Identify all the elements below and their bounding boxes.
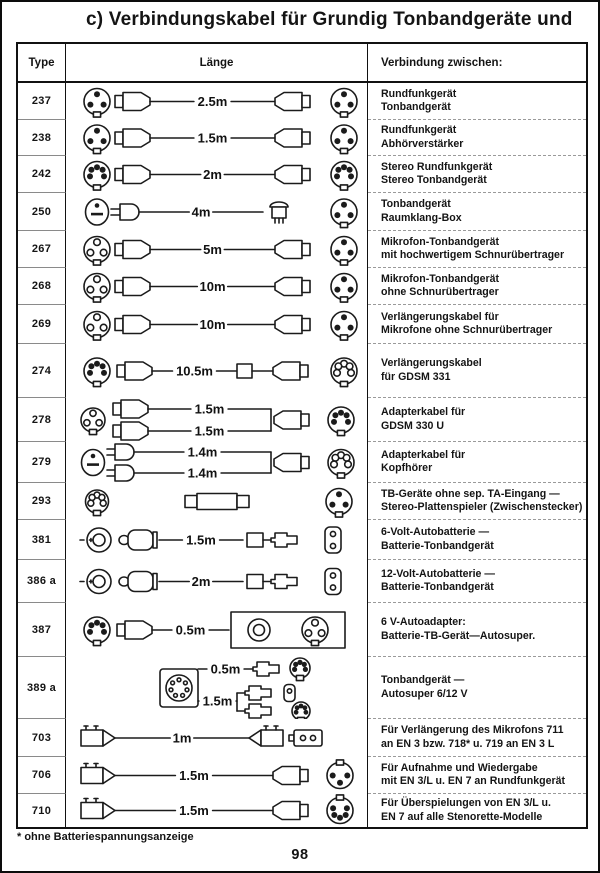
type-label: 389 a	[26, 681, 57, 694]
type-cell	[18, 560, 66, 603]
type-label: 703	[31, 731, 52, 744]
cable-diagram	[67, 794, 367, 827]
connection-cell	[368, 794, 586, 827]
connection-line: Für Verlängerung des Mikrofons 711	[381, 724, 564, 737]
connection-line: 12-Volt-Autobatterie —	[381, 567, 495, 580]
footnote: * ohne Batteriespannungsanzeige	[17, 831, 194, 843]
length-label: 1.5m	[178, 803, 209, 818]
cable-diagram	[67, 305, 367, 344]
length-label: 4m	[191, 204, 210, 220]
connection-cell	[368, 657, 586, 719]
connection-line: Kopfhörer	[381, 462, 433, 474]
length-cell	[66, 268, 368, 305]
table-row	[18, 520, 586, 560]
length-label: 2.5m	[197, 94, 227, 109]
type-label: 278	[31, 413, 52, 426]
connection-line: Batterie-TB-Gerät—Autosuper.	[381, 629, 536, 642]
connection-line: Verlängerungskabel für	[381, 310, 499, 323]
type-label: 267	[31, 243, 52, 255]
type-cell	[18, 83, 66, 120]
length-cell	[66, 794, 368, 827]
length-cell	[66, 344, 368, 398]
length-label: 1.5m	[202, 693, 232, 709]
type-label: 237	[31, 95, 52, 107]
table-row	[18, 120, 586, 156]
connection-line: 6 V-Autoadapter:	[381, 616, 466, 629]
connection-line: Abhörverstärker	[381, 137, 464, 150]
connection-line: Rundfunkgerät	[381, 87, 457, 100]
table-row	[18, 305, 586, 344]
cable-diagram	[67, 231, 367, 268]
length-cell	[66, 231, 368, 268]
type-cell	[18, 442, 66, 483]
connection-line: Für Überspielungen von EN 3/L u.	[381, 797, 551, 810]
cable-table	[16, 42, 588, 829]
connection-cell	[368, 120, 586, 156]
page-title: c) Verbindungskabel für Grundig Tonbandgeräte und	[86, 9, 573, 30]
header-connection: Verbindung zwischen:	[381, 56, 503, 69]
connection-cell	[368, 344, 586, 398]
type-label: 387	[31, 623, 52, 636]
connection-cell	[368, 603, 586, 657]
table-row	[18, 719, 586, 757]
length-label: 10m	[198, 279, 226, 294]
type-cell	[18, 483, 66, 520]
cable-diagram	[67, 657, 367, 719]
type-cell	[18, 193, 66, 231]
type-label: 386 a	[26, 575, 57, 587]
connection-line: mit hochwertigem Schnurübertrager	[381, 249, 565, 261]
connection-line: Rundfunkgerät	[381, 124, 457, 137]
connection-line: Stereo Tonbandgerät	[381, 174, 487, 186]
type-cell	[18, 268, 66, 305]
length-cell	[66, 520, 368, 560]
type-cell	[18, 120, 66, 156]
type-label: 279	[31, 456, 52, 468]
connection-line: 6-Volt-Autobatterie —	[381, 526, 490, 539]
length-label: 0.5m	[210, 661, 240, 677]
connection-line: Adapterkabel für	[381, 448, 466, 461]
connection-line: Mikrofon-Tonbandgerät	[381, 235, 500, 248]
type-cell	[18, 603, 66, 657]
table-row	[18, 483, 586, 520]
cable-diagram	[67, 757, 367, 794]
cable-diagram	[67, 719, 367, 757]
connection-cell	[368, 305, 586, 344]
length-label: 1.5m	[178, 768, 209, 783]
length-cell	[66, 83, 368, 120]
connection-cell	[368, 83, 586, 120]
type-cell	[18, 657, 66, 719]
length-cell	[66, 156, 368, 193]
length-label: 1.5m	[185, 532, 216, 548]
length-label: 10m	[198, 317, 226, 332]
cable-diagram	[67, 120, 367, 156]
connection-line: GDSM 330 U	[381, 419, 444, 432]
connection-cell	[368, 483, 586, 520]
type-cell	[18, 398, 66, 442]
table-row	[18, 268, 586, 305]
type-label: 274	[31, 364, 52, 377]
connection-line: Tonbandgerät —	[381, 674, 465, 687]
header-length: Länge	[66, 44, 368, 81]
table-row	[18, 560, 586, 603]
type-cell	[18, 305, 66, 344]
connection-line: Tonbandgerät	[381, 101, 451, 113]
table-row	[18, 344, 586, 398]
cable-diagram	[67, 193, 367, 231]
connection-line: Mikrofone ohne Schnurübertrager	[381, 324, 553, 336]
length-cell	[66, 657, 368, 719]
table-row	[18, 193, 586, 231]
type-label: 250	[31, 205, 52, 218]
cable-diagram	[67, 83, 367, 120]
connection-line: Raumklang-Box	[381, 211, 462, 224]
connection-line: Tonbandgerät	[381, 198, 451, 211]
length-cell	[66, 483, 368, 520]
cable-diagram	[67, 344, 367, 398]
connection-cell	[368, 268, 586, 305]
length-cell	[66, 560, 368, 603]
connection-line: Verlängerungskabel	[381, 357, 482, 370]
cable-diagram	[67, 483, 367, 520]
page-number: 98	[291, 847, 309, 863]
type-cell	[18, 757, 66, 794]
connection-cell	[368, 398, 586, 442]
table-row	[18, 83, 586, 120]
connection-cell	[368, 193, 586, 231]
connection-cell	[368, 156, 586, 193]
length-cell	[66, 442, 368, 483]
connection-line: EN 7 auf alle Stenorette-Modelle	[381, 810, 543, 823]
cable-diagram	[67, 520, 367, 560]
connection-line: Stereo Rundfunkgerät	[381, 160, 493, 173]
length-label: 1.4m	[187, 465, 217, 481]
length-label: 10.5m	[175, 363, 213, 379]
connection-line: ohne Schnurübertrager	[381, 286, 499, 298]
cable-diagram	[67, 398, 367, 442]
type-label: 293	[31, 495, 52, 507]
connection-cell	[368, 231, 586, 268]
type-cell	[18, 794, 66, 827]
table-row	[18, 603, 586, 657]
length-label: 1.5m	[197, 130, 227, 146]
connection-line: TB-Geräte ohne sep. TA-Eingang —	[381, 487, 560, 500]
connection-cell	[368, 719, 586, 757]
table-body	[18, 83, 586, 827]
table-row	[18, 231, 586, 268]
connection-cell	[368, 757, 586, 794]
table-header-row	[18, 44, 586, 83]
table-row	[18, 398, 586, 442]
type-cell	[18, 520, 66, 560]
connection-line: Stereo-Plattenspieler (Zwischenstecker)	[381, 501, 583, 513]
length-cell	[66, 757, 368, 794]
cable-diagram	[67, 560, 367, 603]
cable-diagram	[67, 603, 367, 657]
type-label: 242	[31, 168, 52, 180]
type-label: 710	[31, 804, 52, 817]
connection-line: Für Aufnahme und Wiedergabe	[381, 761, 538, 774]
connection-line: Batterie-Tonbandgerät	[381, 539, 494, 552]
type-cell	[18, 156, 66, 193]
type-label: 706	[31, 769, 52, 781]
connection-cell	[368, 442, 586, 483]
connection-cell	[368, 520, 586, 560]
type-label: 381	[31, 533, 52, 546]
type-cell	[18, 719, 66, 757]
type-cell	[18, 344, 66, 398]
header-type: Type	[18, 44, 66, 81]
length-cell	[66, 120, 368, 156]
length-label: 5m	[202, 242, 222, 257]
table-row	[18, 442, 586, 483]
length-label: 0.5m	[175, 622, 205, 638]
length-cell	[66, 305, 368, 344]
connection-cell	[368, 560, 586, 603]
table-row	[18, 794, 586, 827]
cable-diagram	[67, 156, 367, 193]
type-label: 238	[31, 131, 52, 144]
table-row	[18, 156, 586, 193]
table-row	[18, 757, 586, 794]
connection-line: für GDSM 331	[381, 370, 451, 383]
cable-diagram	[67, 442, 367, 483]
length-cell	[66, 719, 368, 757]
length-label: 1.5m	[194, 401, 224, 417]
length-label: 1.4m	[187, 444, 217, 460]
connection-line: Adapterkabel für	[381, 406, 466, 419]
length-label: 1.5m	[194, 423, 224, 439]
length-label: 2m	[191, 574, 210, 589]
type-cell	[18, 231, 66, 268]
type-label: 268	[31, 280, 52, 292]
length-label: 1m	[172, 730, 191, 746]
length-cell	[66, 398, 368, 442]
cable-diagram	[67, 268, 367, 305]
length-label: 2m	[202, 167, 222, 182]
connection-line: Autosuper 6/12 V	[381, 687, 468, 700]
type-label: 269	[31, 318, 52, 330]
connection-line: mit EN 3/L u. EN 7 an Rundfunkgerät	[381, 775, 566, 787]
connection-line: an EN 3 bzw. 718* u. 719 an EN 3 L	[381, 737, 555, 750]
connection-line: Mikrofon-Tonbandgerät	[381, 272, 500, 285]
length-cell	[66, 193, 368, 231]
connection-line: Batterie-Tonbandgerät	[381, 581, 494, 593]
length-cell	[66, 603, 368, 657]
table-row	[18, 657, 586, 719]
